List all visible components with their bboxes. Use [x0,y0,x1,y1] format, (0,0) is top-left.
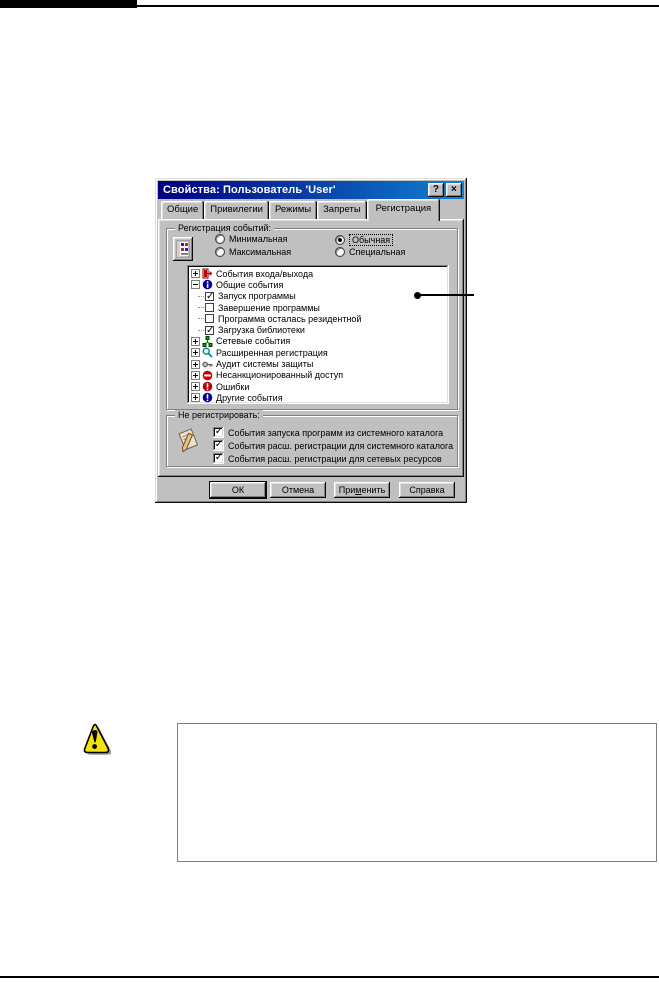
tab-rezhimy[interactable]: Режимы [269,201,317,219]
tree-label: Несанкционированный доступ [216,370,344,381]
expand-plus-icon[interactable] [191,348,200,357]
tree-node-network-events[interactable] [191,336,447,347]
tree-node-extended-registration[interactable] [191,347,447,358]
tree-leaf-program-resident[interactable] [191,313,447,324]
tree-label: Запуск программы [218,291,296,302]
tab-obshchie[interactable]: Общие [161,201,204,219]
event-log-icon [173,237,193,261]
checkbox-ext-system-catalog[interactable] [213,440,453,451]
tree-node-unauthorized-access[interactable] [191,370,447,381]
radio-circle-selected [335,235,345,245]
properties-dialog [155,178,467,503]
expand-plus-icon[interactable] [191,360,200,369]
network-green-icon [202,336,213,347]
tree-label: Другие события [216,392,283,403]
tree-label: Сетевые события [216,336,291,347]
tree-label: Расширенная регистрация [216,347,328,358]
tree-node-common-events[interactable] [191,279,447,290]
radio-label: Минимальная [229,234,288,244]
tab-privilegii[interactable]: Привилегии [204,201,269,219]
ok-button[interactable]: ОК [210,482,266,498]
expand-plus-icon[interactable] [191,382,200,391]
tree-node-security-audit[interactable] [191,358,447,369]
tree-label: Программа осталась резидентной [218,313,362,324]
dialog-button-row [155,482,467,498]
key-gray-icon [202,359,213,370]
help-icon[interactable]: ? [428,183,444,197]
apply-label: Применить [338,485,386,495]
event-registration-group [166,223,458,410]
radio-label: Максимальная [229,247,292,257]
radio-special[interactable] [335,247,405,257]
tree-node-other-events[interactable] [191,392,447,403]
tree-label: Общие события [216,279,284,290]
checkbox-label: События расш. регистрации для сетевых ресурсов [228,453,442,464]
radio-circle [215,234,225,244]
checkbox-label: События расш. регистрации для системного каталога [228,440,454,451]
no-entry-icon [202,370,213,381]
radio-label: Обычная [349,234,393,246]
checkbox-label: События запуска программ из системного каталога [228,427,444,438]
callout-line [420,294,474,296]
expand-minus-icon[interactable] [191,280,200,289]
warning-icon [76,719,114,756]
tree-node-login-events[interactable] [191,268,447,279]
titlebar-buttons [428,183,462,197]
tree-leaf-program-end[interactable] [191,302,447,313]
radio-label: Специальная [349,247,406,257]
checked-checkbox-icon[interactable] [205,326,214,335]
checked-checkbox-icon [213,427,224,438]
page-bottom-rule [0,976,659,978]
expand-plus-icon[interactable] [191,371,200,380]
do-not-register-group [166,410,458,467]
tree-label: События входа/выхода [216,268,314,279]
login-logout-icon [202,268,213,279]
chapter-header-bar [0,0,137,8]
tree-label: Загрузка библиотеки [218,325,305,336]
notepad-pencil-icon [175,427,201,453]
radio-minimal[interactable] [215,234,288,244]
tab-strip [161,199,440,221]
group-label: Не регистрировать: [175,410,263,420]
info-blue-icon [202,279,213,290]
tree-label: Ошибки [216,381,250,392]
close-icon[interactable]: × [446,183,462,197]
checked-checkbox-icon[interactable] [205,292,214,301]
radio-circle [215,247,225,257]
tab-registratsiya[interactable]: Регистрация [367,199,441,221]
checked-checkbox-icon [213,440,224,451]
dialog-titlebar[interactable] [158,181,464,199]
event-tree[interactable] [187,265,449,404]
checked-checkbox-icon [213,453,224,464]
radio-normal[interactable] [335,234,393,246]
tree-leaf-library-load[interactable] [191,324,447,335]
expand-plus-icon[interactable] [191,393,200,402]
expand-plus-icon[interactable] [191,337,200,346]
apply-button[interactable] [334,482,390,498]
unchecked-checkbox-icon[interactable] [205,303,214,312]
magnifier-icon [202,347,213,358]
radio-maximal[interactable] [215,247,291,257]
unchecked-checkbox-icon[interactable] [205,314,214,323]
tree-leaf-program-start[interactable] [191,291,447,302]
help-button[interactable]: Справка [399,482,455,498]
exclaim-blue-icon [202,392,213,403]
radio-circle [335,247,345,257]
dialog-title: Свойства: Пользователь 'User' [163,184,336,196]
tree-label: Завершение программы [218,302,320,313]
note-text-box [177,723,657,862]
checkbox-startup-system-catalog[interactable] [213,427,443,438]
tree-label: Аудит системы защиты [216,359,314,370]
cancel-button[interactable]: Отмена [270,482,326,498]
error-red-icon [202,381,213,392]
checkbox-ext-network-resources[interactable] [213,453,442,464]
group-label: Регистрация событий: [175,223,274,233]
tree-node-errors[interactable] [191,381,447,392]
tab-page-registration [158,219,464,477]
expand-plus-icon[interactable] [191,269,200,278]
tab-zaprety[interactable]: Запреты [317,201,367,219]
